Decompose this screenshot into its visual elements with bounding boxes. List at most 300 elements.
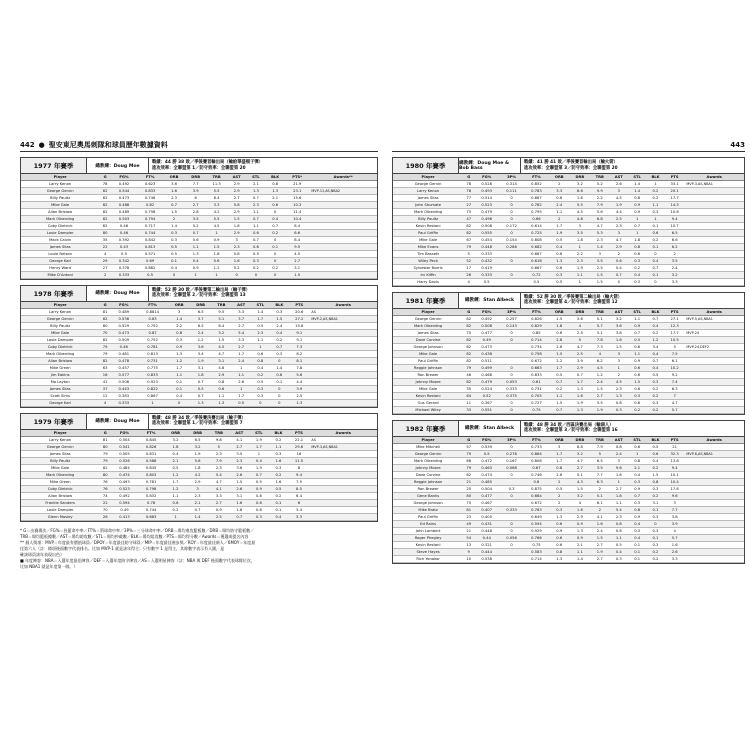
table-row: [393, 443, 744, 450]
coach-label: 總教練：Doug Moe: [87, 158, 149, 173]
stat-cell: 82: [463, 315, 474, 322]
column-header: 3P%: [499, 437, 524, 443]
awards-cell: MVP-11,AS,NBA2: [309, 187, 377, 194]
stat-cell: 0.6: [628, 371, 646, 378]
stat-cell: 0.845: [138, 436, 165, 443]
stat-cell: 1.6: [570, 392, 591, 399]
stat-cell: 0.4: [628, 471, 646, 478]
stat-cell: 2.5: [590, 264, 609, 271]
stat-cell: 0.4: [164, 450, 186, 457]
column-header: FT%: [137, 302, 169, 308]
player-name: Kevin Restani: [393, 392, 463, 399]
stat-cell: 0.419: [474, 264, 499, 271]
stat-cell: 0.783: [524, 187, 549, 194]
column-header: ORB: [164, 430, 186, 436]
stat-cell: 0.8814: [137, 308, 169, 315]
stat-cell: 0.9: [206, 236, 226, 243]
awards-cell: [684, 243, 744, 250]
stat-cell: 0.6: [549, 534, 570, 541]
stat-cell: 1.4: [269, 364, 289, 371]
stat-cell: 7.5: [665, 350, 684, 357]
stat-cell: 0.492: [111, 492, 138, 499]
awards-cell: [684, 478, 744, 485]
page-number: 443: [730, 140, 745, 149]
stat-cell: 7.7: [590, 471, 609, 478]
awards-cell: [684, 322, 744, 329]
awards-cell: [684, 464, 744, 471]
stat-cell: 0.5: [646, 443, 665, 450]
stat-cell: 9: [463, 548, 474, 555]
stat-cell: [499, 343, 524, 350]
stat-cell: 0.1: [628, 548, 646, 555]
stat-cell: 1.9: [570, 399, 591, 406]
stat-cell: 0.3: [628, 257, 646, 264]
stats-table: [21, 302, 377, 407]
stat-cell: 2.2: [590, 194, 609, 201]
stat-cell: 1: [570, 278, 591, 285]
stat-cell: 3.9: [185, 187, 207, 194]
stat-cell: 1.1: [609, 499, 628, 506]
column-header: DRB: [190, 302, 211, 308]
column-header: TRB: [590, 309, 609, 315]
stat-cell: 4.7: [209, 478, 230, 485]
stat-cell: 70: [99, 506, 111, 513]
stat-cell: 2.7: [229, 443, 249, 450]
stat-cell: 68: [463, 457, 474, 464]
stat-cell: 49: [463, 520, 474, 527]
stat-cell: 2.7: [285, 257, 309, 264]
stat-cell: 0.842: [137, 236, 163, 243]
stat-cell: 0: [609, 278, 628, 285]
table-row: [393, 399, 744, 406]
stat-cell: 0.2: [251, 371, 269, 378]
table-row: [21, 343, 377, 350]
player-name: James Silas: [393, 194, 463, 201]
stat-cell: 1.8: [227, 222, 247, 229]
stat-cell: 0.803: [138, 471, 165, 478]
stat-cell: 0.6: [249, 499, 268, 506]
stat-cell: 0: [269, 357, 289, 364]
stat-cell: 0.4: [163, 264, 185, 271]
player-name: George Karl: [21, 257, 99, 264]
table-row: [393, 450, 744, 457]
table-row: [393, 322, 744, 329]
stat-cell: 1.5: [229, 478, 249, 485]
record-line: 戰績：52 勝 30 敗／季後賽第二輪出局（輸火箭）: [524, 294, 623, 300]
stat-cell: 0.7: [247, 236, 266, 243]
column-header: PTS: [665, 174, 684, 180]
stat-cell: 4.5: [285, 250, 309, 257]
stat-cell: 3.9: [570, 357, 591, 364]
stat-cell: 3.6: [570, 315, 591, 322]
stat-cell: 7.3: [590, 343, 609, 350]
awards-cell: [684, 208, 744, 215]
stat-cell: 63: [99, 364, 111, 371]
stat-cell: 0.5: [474, 278, 499, 285]
season-box: [392, 157, 745, 287]
stat-cell: 2.2: [549, 357, 570, 364]
stat-cell: 6.1: [590, 499, 609, 506]
stat-cell: 0.813: [137, 350, 169, 357]
awards-cell: [309, 257, 377, 264]
awards-cell: [309, 385, 377, 392]
stat-cell: 0.7: [646, 357, 665, 364]
column-header: FT%: [137, 174, 163, 180]
season-label: 1982 年賽季: [393, 421, 459, 436]
stat-cell: 2.7: [590, 392, 609, 399]
stat-cell: 1.1: [549, 392, 570, 399]
stat-cell: 0.9: [249, 485, 268, 492]
stat-cell: 3.3: [209, 492, 230, 499]
stat-cell: 0.6: [628, 385, 646, 392]
stat-cell: 0: [499, 471, 524, 478]
stat-cell: 0: [265, 271, 285, 278]
stat-cell: 0.52: [474, 392, 499, 399]
stat-cell: 3.4: [646, 343, 665, 350]
column-header: Awards**: [309, 174, 377, 180]
left-page-header: [20, 140, 378, 152]
stat-cell: 0.9: [628, 357, 646, 364]
awards-cell: [309, 364, 377, 371]
stat-cell: 2.1: [570, 541, 591, 548]
awards-cell: [309, 499, 377, 506]
awards-cell: [309, 180, 377, 187]
stat-cell: [499, 548, 524, 555]
stat-cell: 0.1: [269, 378, 289, 385]
stat-cell: 0.3: [499, 485, 524, 492]
stat-cell: 0: [499, 527, 524, 534]
season-header: [393, 421, 744, 437]
stat-cell: 0.46: [111, 222, 137, 229]
stat-cell: 2.5: [209, 513, 230, 520]
stat-cell: 0.731: [524, 385, 549, 392]
stat-cell: 2.7: [609, 485, 628, 492]
stat-cell: 1.4: [187, 513, 209, 520]
stat-cell: 4.4: [289, 378, 309, 385]
stat-cell: 14.5: [665, 201, 684, 208]
season-header: [393, 158, 744, 174]
awards-cell: MVP-24,DEF2: [684, 343, 744, 350]
stat-cell: 1.1: [231, 371, 251, 378]
stat-cell: 82: [463, 222, 474, 229]
stat-cell: 3.6: [609, 322, 628, 329]
column-header: FG%: [474, 437, 499, 443]
stat-cell: 1.9: [570, 264, 591, 271]
stat-cell: 0.2: [646, 548, 665, 555]
stat-cell: 80: [99, 443, 111, 450]
footnote-line: 佳第六人（註：標項後面數字代表排名。比如 MVP-1 就是該年得主；只有數字 1 是得主，其餘數字表示有入圍，是: [20, 545, 225, 551]
stat-cell: 0.7: [549, 406, 570, 413]
stat-cell: 0.444: [474, 548, 499, 555]
player-name: Larry Kenon: [21, 436, 99, 443]
stat-cell: 4.4: [609, 208, 628, 215]
stat-cell: 0.457: [111, 364, 137, 371]
stat-cell: 1.1: [628, 315, 646, 322]
player-name: Wiley Peck: [393, 257, 463, 264]
player-name: Mike Bratz: [393, 506, 463, 513]
stat-cell: 5: [463, 250, 474, 257]
stat-cell: 4.3: [570, 478, 591, 485]
stat-cell: 6.5: [590, 457, 609, 464]
stat-cell: 8.2: [289, 350, 309, 357]
awards-cell: [309, 243, 377, 250]
stat-cell: 0.7: [187, 506, 209, 513]
player-name: Coby Dietrick: [21, 343, 99, 350]
stat-cell: 3.9: [665, 520, 684, 527]
table-body: [393, 443, 744, 562]
stat-cell: 2: [163, 215, 185, 222]
stat-cell: 0.3: [628, 278, 646, 285]
stat-cell: 0.4: [168, 392, 190, 399]
stat-cell: 0.485: [474, 478, 499, 485]
player-name: Billy Paultz: [393, 215, 463, 222]
stat-cell: 10.7: [665, 222, 684, 229]
season-header: [21, 158, 377, 174]
stat-cell: 5.6: [590, 208, 609, 215]
stat-cell: 0.6: [646, 229, 665, 236]
stat-cell: 1.7: [168, 364, 190, 371]
record-line: 戰績：48 勝 34 敗／西區決賽出局（輸湖人）: [524, 422, 614, 428]
stat-cell: 8.5: [289, 485, 310, 492]
stat-cell: 0.333: [499, 385, 524, 392]
stat-cell: 15.6: [285, 194, 309, 201]
player-name: George Gervin: [21, 187, 99, 194]
table-row: [393, 194, 744, 201]
stat-cell: 0: [247, 271, 266, 278]
player-name: George Gervin: [393, 315, 463, 322]
stat-cell: 5.5: [206, 215, 226, 222]
stat-cell: 3.7: [231, 315, 251, 322]
stat-cell: 1.5: [590, 385, 609, 392]
efficiency-line: 進攻效率：全聯盟第 1／防守效率：全聯盟第 20: [152, 165, 246, 171]
stat-cell: 3.4: [289, 506, 310, 513]
stat-cell: 0.8: [211, 378, 231, 385]
stat-cell: 0.8: [609, 443, 628, 450]
stat-cell: 0.4: [549, 243, 570, 250]
stat-cell: 1.9: [249, 436, 268, 443]
stat-cell: 3: [187, 485, 209, 492]
stat-cell: 0.683: [138, 513, 165, 520]
stat-cell: 1.8: [229, 506, 249, 513]
stat-cell: 0.4: [646, 257, 665, 264]
stat-cell: 23.1: [285, 187, 309, 194]
stat-cell: 0.1: [265, 243, 285, 250]
stat-cell: 0.684: [524, 492, 549, 499]
stat-cell: 0.3: [268, 464, 288, 471]
stat-cell: 3: [168, 308, 190, 315]
stat-cell: 1.9: [249, 464, 268, 471]
stat-cell: 0.649: [524, 513, 549, 520]
player-name: Paul Griffin: [393, 229, 463, 236]
stat-cell: 0.526: [111, 457, 138, 464]
stat-cell: 2.3: [609, 222, 628, 229]
stat-cell: 0.8: [251, 357, 269, 364]
stat-cell: 1.5: [285, 271, 309, 278]
stat-cell: 0: [646, 250, 665, 257]
player-name: Mike Green: [21, 364, 99, 371]
stat-cell: 0.794: [137, 215, 163, 222]
stat-cell: 0.375: [499, 392, 524, 399]
stat-cell: 0.539: [474, 443, 499, 450]
stat-cell: 27.1: [665, 315, 684, 322]
player-name: Mark Olberding: [21, 350, 99, 357]
stat-cell: 2.6: [231, 378, 251, 385]
stat-cell: 4.7: [665, 399, 684, 406]
stat-cell: 0.61: [524, 378, 549, 385]
stat-cell: 2.3: [251, 329, 269, 336]
stat-cell: 0.614: [524, 222, 549, 229]
stat-cell: 0: [499, 443, 524, 450]
table-row: [21, 215, 377, 222]
stat-cell: 25: [463, 485, 474, 492]
stat-cell: 1.5: [628, 378, 646, 385]
stat-cell: 2: [549, 478, 570, 485]
stat-cell: 4.5: [609, 378, 628, 385]
table-row: [393, 548, 744, 555]
stat-cell: 80: [99, 229, 111, 236]
stat-cell: 6.6: [665, 236, 684, 243]
stat-cell: 78: [463, 180, 474, 187]
stat-cell: 1.5: [590, 534, 609, 541]
stat-cell: 0.5: [549, 278, 570, 285]
stat-cell: 20.6: [289, 308, 309, 315]
stat-cell: 15.8: [289, 322, 309, 329]
stat-cell: 2.7: [590, 541, 609, 548]
stat-cell: 0: [499, 399, 524, 406]
awards-cell: [309, 215, 377, 222]
player-name: Mack Calvin: [21, 236, 99, 243]
stat-cell: 0.463: [474, 464, 499, 471]
column-header: STL: [247, 174, 266, 180]
stat-cell: 2.1: [628, 464, 646, 471]
stat-cell: 0.9: [628, 513, 646, 520]
stat-cell: 1: [570, 243, 591, 250]
player-name: Louie Nelson: [21, 250, 99, 257]
table-row: [21, 208, 377, 215]
stat-cell: 1.6: [229, 499, 249, 506]
player-name: Larry Kenon: [21, 180, 99, 187]
stat-cell: 4.8: [211, 364, 231, 371]
column-header: ORB: [168, 302, 190, 308]
stat-cell: 1.1: [609, 534, 628, 541]
stat-cell: 0.489: [111, 308, 137, 315]
stat-cell: 1.3: [190, 399, 211, 406]
stat-cell: 4: [570, 322, 591, 329]
stat-cell: 1.3: [570, 406, 591, 413]
stat-cell: 21.9: [285, 180, 309, 187]
stat-cell: 4: [99, 250, 111, 257]
stat-cell: 52: [463, 257, 474, 264]
player-name: Mike Gale: [21, 464, 99, 471]
stat-cell: 0.413: [111, 513, 138, 520]
awards-cell: [309, 194, 377, 201]
stat-cell: 1.3: [570, 527, 591, 534]
awards-cell: [309, 357, 377, 364]
awards-cell: [684, 264, 744, 271]
stat-cell: 75: [463, 208, 474, 215]
record-line: 戰績：52 勝 30 敗／季後賽第二輪出局（輸子彈）: [152, 287, 251, 293]
stat-cell: 0.172: [499, 222, 524, 229]
stat-cell: 0.727: [524, 399, 549, 406]
stat-cell: 9.4: [665, 215, 684, 222]
stat-cell: 0.4: [249, 457, 268, 464]
stat-cell: 1.5: [549, 399, 570, 406]
stat-cell: 5.6: [289, 371, 309, 378]
stat-cell: 80: [99, 471, 111, 478]
column-header: AST: [609, 437, 628, 443]
awards-cell: [684, 278, 744, 285]
column-header: ORB: [549, 174, 570, 180]
stat-cell: 0.8: [549, 464, 570, 471]
stat-cell: 0.781: [137, 343, 169, 350]
stat-cell: 3: [609, 350, 628, 357]
stat-cell: 0.7: [646, 315, 665, 322]
stat-cell: 0.474: [474, 471, 499, 478]
stat-cell: 0.781: [138, 478, 165, 485]
stat-cell: [499, 357, 524, 364]
stat-cell: 0.523: [474, 201, 499, 208]
awards-cell: [309, 371, 377, 378]
stat-cell: 3.3: [549, 187, 570, 194]
stat-cell: 1.4: [628, 180, 646, 187]
footnote-line: * G＝出賽場次／FG%＝投籃命中率／FT%＝罰球命中率／3P%＝三分球命中率／ORB＝場均進攻籃板數／DRB＝場均防守籃板數／: [20, 527, 255, 533]
stat-cell: 0.83: [137, 315, 169, 322]
stat-cell: 2.5: [289, 392, 309, 399]
table-row: [21, 243, 377, 250]
stat-cell: 0.7: [269, 343, 289, 350]
stat-cell: 0.473: [111, 194, 137, 201]
season-label: 1978 年賽季: [21, 286, 87, 301]
table-row: [21, 364, 377, 371]
stat-cell: 0.4: [628, 534, 646, 541]
stat-cell: 0.321: [474, 541, 499, 548]
stat-cell: 0.1: [646, 222, 665, 229]
stat-cell: 0.588: [138, 457, 165, 464]
stat-cell: 82: [463, 350, 474, 357]
stat-cell: 1: [206, 271, 226, 278]
awards-cell: [309, 450, 377, 457]
player-name: Mike Gale: [21, 329, 99, 336]
stat-cell: 0.714: [524, 555, 549, 562]
stat-cell: 3.2: [570, 450, 591, 457]
stat-cell: 0.3: [249, 513, 268, 520]
stat-cell: 0.46: [111, 343, 137, 350]
stat-cell: 0.717: [137, 222, 163, 229]
stat-cell: 1.9: [590, 406, 609, 413]
stat-cell: 0.833: [524, 371, 549, 378]
stat-cell: 32.3: [665, 450, 684, 457]
column-header: Awards: [309, 430, 377, 436]
stat-cell: 5.7: [590, 322, 609, 329]
stat-cell: 0.1: [646, 534, 665, 541]
column-header: DRB: [570, 309, 591, 315]
record-text: [149, 158, 377, 173]
column-header: FT%: [524, 309, 549, 315]
stat-cell: 0.477: [474, 492, 499, 499]
stat-cell: 0.143: [499, 322, 524, 329]
stat-cell: 0.5: [474, 450, 499, 457]
stat-cell: 0.492: [111, 180, 137, 187]
stat-cell: 0.44: [474, 534, 499, 541]
stat-cell: 0.5: [609, 541, 628, 548]
stat-cell: 0.468: [111, 201, 137, 208]
table-row: [393, 250, 744, 257]
stat-cell: 0.529: [111, 322, 137, 329]
player-name: Michael Wiley: [393, 406, 463, 413]
stat-cell: 82: [99, 315, 111, 322]
stat-cell: 1: [628, 215, 646, 222]
stat-cell: 2.3: [227, 243, 247, 250]
